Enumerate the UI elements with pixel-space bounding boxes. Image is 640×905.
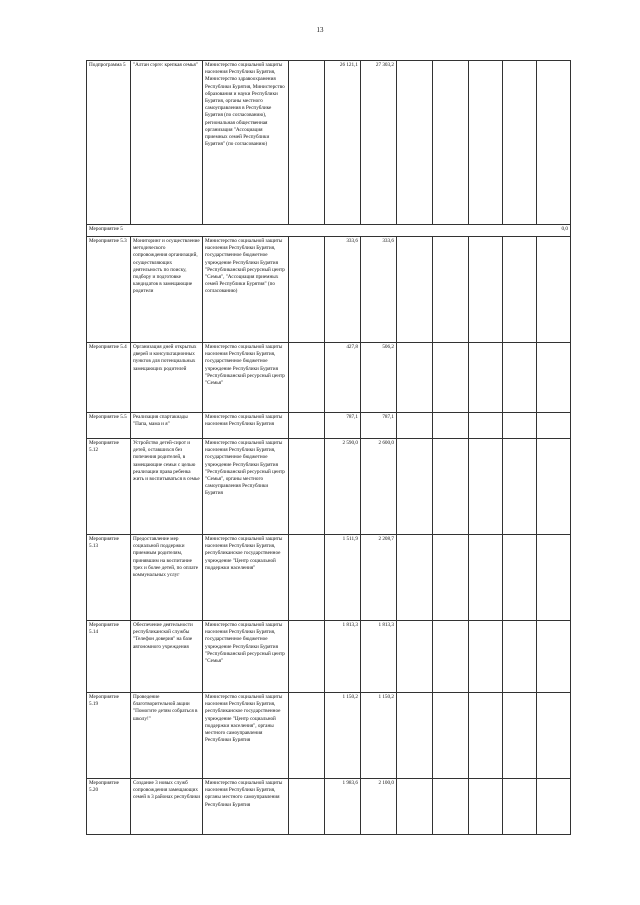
row-name: Создание 3 новых служб сопровождения замещающих семей в 3 районах республики bbox=[131, 779, 203, 835]
empty-cell bbox=[537, 413, 571, 439]
row-value-1: 787,1 bbox=[325, 413, 361, 439]
row-name: Проведение благотворительной акции "Помогите детям собраться в школу!" bbox=[131, 693, 203, 779]
row-name: Реализация спартакиады "Папа, мама и я" bbox=[131, 413, 203, 439]
empty-cell bbox=[433, 779, 469, 835]
empty-cell bbox=[397, 535, 433, 621]
row-executor: Министерство социальной защиты населения Республики Бурятия, государственное бюджетное учреждение Республики Бурятия "Республиканский ресурсный центр "Семья" bbox=[203, 343, 289, 413]
empty-cell bbox=[397, 621, 433, 693]
empty-cell bbox=[503, 413, 537, 439]
empty-cell bbox=[537, 535, 571, 621]
span-row-value: 0,0 bbox=[561, 226, 568, 232]
empty-cell bbox=[503, 61, 537, 225]
empty-cell bbox=[433, 693, 469, 779]
table-row bbox=[87, 237, 571, 343]
row-value-1: 26 121,1 bbox=[325, 61, 361, 225]
empty-cell bbox=[537, 693, 571, 779]
empty-cell bbox=[469, 779, 503, 835]
row-value-2: 1 150,2 bbox=[361, 693, 397, 779]
empty-cell bbox=[397, 779, 433, 835]
empty-cell bbox=[289, 535, 325, 621]
table-row bbox=[87, 535, 571, 621]
empty-cell bbox=[289, 439, 325, 535]
empty-cell bbox=[397, 61, 433, 225]
span-row-cell bbox=[87, 225, 571, 237]
row-name: Устройство детей-сирот и детей, оставшихся без попечения родителей, в замещающие семьи с целью реализации права ребенка жить и воспитываться в семье bbox=[131, 439, 203, 535]
row-code: Мероприятие 5.13 bbox=[87, 535, 131, 621]
row-value-1: 427,8 bbox=[325, 343, 361, 413]
empty-cell bbox=[537, 237, 571, 343]
table-row bbox=[87, 413, 571, 439]
row-executor: Министерство социальной защиты населения Республики Бурятия, Министерство здравоохранения Республики Бурятия, Министерство образования и науки Республики Бурятия, органы местного самоуправления в Республике Бурятия (по согласованию), региональная общественная организация "Ассоциация приемных семей Республики Бурятия" (по согласованию) bbox=[203, 61, 289, 225]
row-value-1: 1 150,2 bbox=[325, 693, 361, 779]
empty-cell bbox=[503, 439, 537, 535]
row-value-1: 1 511,9 bbox=[325, 535, 361, 621]
row-code: Подпрограмма 5 bbox=[87, 61, 131, 225]
empty-cell bbox=[469, 61, 503, 225]
empty-cell bbox=[289, 621, 325, 693]
row-executor: Министерство социальной защиты населения Республики Бурятия bbox=[203, 413, 289, 439]
empty-cell bbox=[289, 237, 325, 343]
empty-cell bbox=[397, 439, 433, 535]
row-executor: Министерство социальной защиты населения Республики Бурятия, республиканское государственное учреждение "Центр социальной поддержки населения" bbox=[203, 535, 289, 621]
row-executor: Министерство социальной защиты населения Республики Бурятия, государственное бюджетное учреждение Республики Бурятия "Республиканский ресурсный центр "Семья" bbox=[203, 621, 289, 693]
row-code: Мероприятие 5.19 bbox=[87, 693, 131, 779]
row-executor: Министерство социальной защиты населения Республики Бурятия, органы местного самоуправления Республики Бурятия bbox=[203, 779, 289, 835]
empty-cell bbox=[397, 237, 433, 343]
table-row bbox=[87, 61, 571, 225]
empty-cell bbox=[537, 343, 571, 413]
empty-cell bbox=[433, 343, 469, 413]
empty-cell bbox=[433, 237, 469, 343]
row-name: Мониторинг и осуществление методического сопровождения организаций, осуществляющих деятельность по поиску, подбору и подготовке кандидатов в замещающие родители bbox=[131, 237, 203, 343]
table-row bbox=[87, 779, 571, 835]
empty-cell bbox=[433, 61, 469, 225]
row-value-2: 2 600,0 bbox=[361, 439, 397, 535]
empty-cell bbox=[503, 779, 537, 835]
row-code: Мероприятие 5.4 bbox=[87, 343, 131, 413]
row-name: Предоставление мер социальной поддержки приемным родителям, принявшим на воспитание трех и более детей, по оплате коммунальных услуг bbox=[131, 535, 203, 621]
budget-table bbox=[86, 60, 571, 835]
row-name: Организация дней открытых дверей и консультационных пунктов для потенциальных замещающих родителей bbox=[131, 343, 203, 413]
empty-cell bbox=[503, 693, 537, 779]
empty-cell bbox=[537, 61, 571, 225]
empty-cell bbox=[433, 535, 469, 621]
empty-cell bbox=[503, 535, 537, 621]
empty-cell bbox=[469, 621, 503, 693]
empty-cell bbox=[503, 237, 537, 343]
empty-cell bbox=[469, 535, 503, 621]
empty-cell bbox=[289, 779, 325, 835]
span-row-label: Мероприятие 5 bbox=[89, 226, 123, 232]
table-row bbox=[87, 439, 571, 535]
table-row-span bbox=[87, 225, 571, 237]
row-value-2: 1 813,3 bbox=[361, 621, 397, 693]
empty-cell bbox=[503, 621, 537, 693]
row-value-2: 2 208,7 bbox=[361, 535, 397, 621]
empty-cell bbox=[503, 343, 537, 413]
row-executor: Министерство социальной защиты населения Республики Бурятия, республиканское государственное учреждение "Центр социальной поддержки населения", органы местного самоуправления Республики Бурятия bbox=[203, 693, 289, 779]
row-name: Обеспечение деятельности республиканской службы "Телефон доверия" на базе автономного учреждения bbox=[131, 621, 203, 693]
row-code: Мероприятие 5.12 bbox=[87, 439, 131, 535]
row-executor: Министерство социальной защиты населения Республики Бурятия, государственное бюджетное учреждение Республики Бурятия "Республиканский ресурсный центр "Семья", "Ассоциация приемных семей Республики Бурятия" (по согласованию) bbox=[203, 237, 289, 343]
empty-cell bbox=[469, 693, 503, 779]
empty-cell bbox=[469, 413, 503, 439]
empty-cell bbox=[289, 343, 325, 413]
row-code: Мероприятие 5.3 bbox=[87, 237, 131, 343]
row-name: "Алтан сэрге: крепкая семья" bbox=[131, 61, 203, 225]
row-executor: Министерство социальной защиты населения Республики Бурятия, государственное бюджетное учреждение Республики Бурятия "Республиканский ресурсный центр "Семья", органы местного самоуправления Республики Бурятия bbox=[203, 439, 289, 535]
empty-cell bbox=[469, 439, 503, 535]
empty-cell bbox=[537, 779, 571, 835]
empty-cell bbox=[433, 413, 469, 439]
empty-cell bbox=[469, 237, 503, 343]
page-number: 13 bbox=[316, 26, 324, 34]
row-value-2: 333,6 bbox=[361, 237, 397, 343]
empty-cell bbox=[469, 343, 503, 413]
row-value-2: 506,2 bbox=[361, 343, 397, 413]
row-code: Мероприятие 5.20 bbox=[87, 779, 131, 835]
empty-cell bbox=[433, 439, 469, 535]
row-value-1: 1 813,3 bbox=[325, 621, 361, 693]
empty-cell bbox=[433, 621, 469, 693]
row-value-2: 787,1 bbox=[361, 413, 397, 439]
row-value-1: 1 983,6 bbox=[325, 779, 361, 835]
row-value-1: 2 590,0 bbox=[325, 439, 361, 535]
row-value-1: 333,6 bbox=[325, 237, 361, 343]
empty-cell bbox=[397, 413, 433, 439]
table-row bbox=[87, 693, 571, 779]
empty-cell bbox=[537, 621, 571, 693]
empty-cell bbox=[537, 439, 571, 535]
empty-cell bbox=[289, 61, 325, 225]
empty-cell bbox=[289, 693, 325, 779]
empty-cell bbox=[289, 413, 325, 439]
row-value-2: 2 100,0 bbox=[361, 779, 397, 835]
empty-cell bbox=[397, 693, 433, 779]
empty-cell bbox=[397, 343, 433, 413]
row-value-2: 27 303,2 bbox=[361, 61, 397, 225]
table-row bbox=[87, 343, 571, 413]
row-code: Мероприятие 5.5 bbox=[87, 413, 131, 439]
row-code: Мероприятие 5.14 bbox=[87, 621, 131, 693]
table-row bbox=[87, 621, 571, 693]
